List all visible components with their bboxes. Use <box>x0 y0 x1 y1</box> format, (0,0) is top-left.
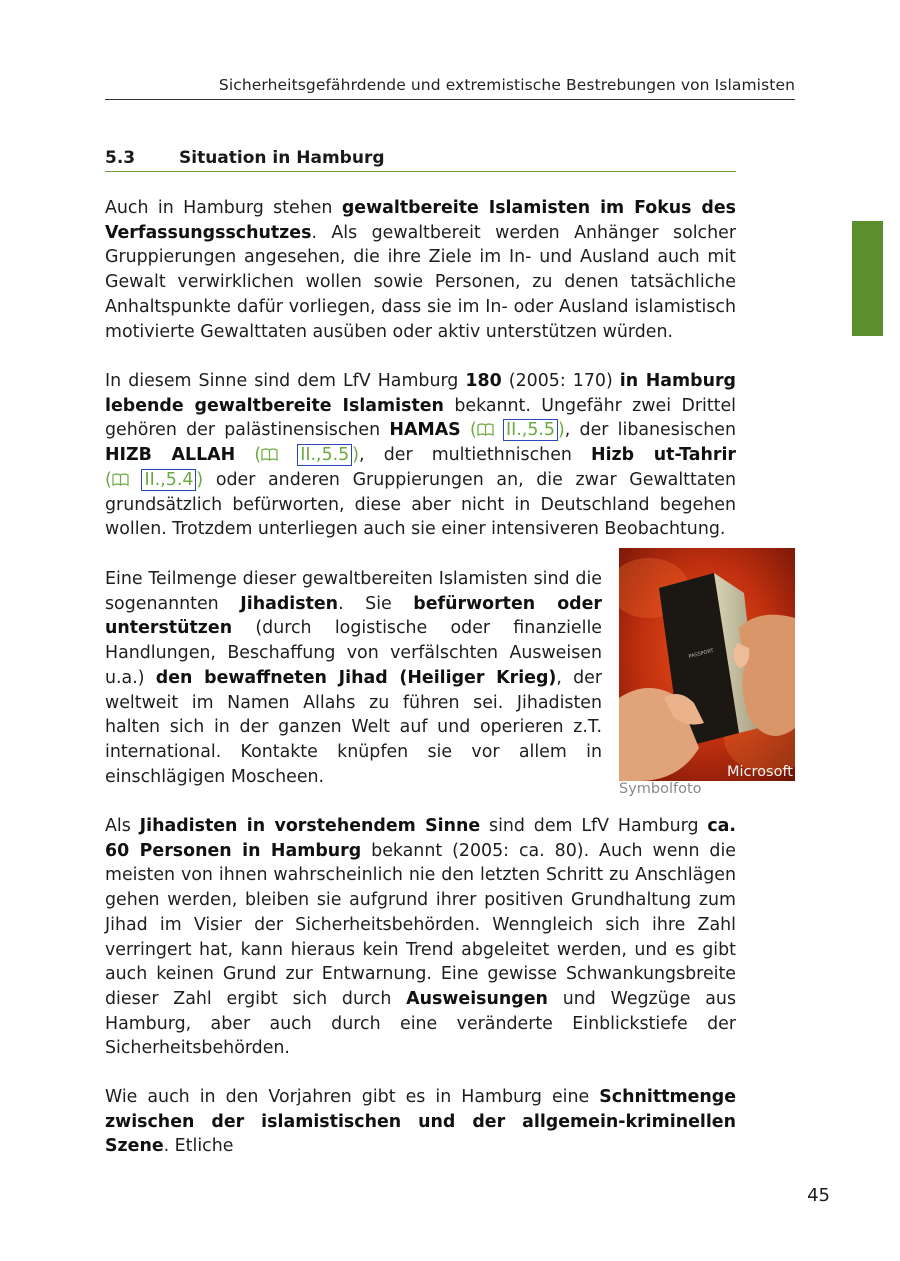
book-icon <box>477 423 494 436</box>
symbol-photo <box>619 548 795 781</box>
photo-caption: Symbolfoto <box>619 781 702 797</box>
book-icon <box>112 473 129 486</box>
chapter-side-tab <box>852 221 883 336</box>
section-title: Situation in Hamburg <box>179 148 385 168</box>
section-number: 5.3 <box>105 148 136 168</box>
photo-credit: Microsoft <box>727 764 793 780</box>
reference-link[interactable]: II.,5.4 <box>141 469 196 491</box>
paragraph-5: Wie auch in den Vorjahren gibt es in Hamburg eine Schnittmenge zwischen der islamistischen und der allgemein-kriminellen Szene. Etliche <box>105 1087 736 1157</box>
svg-text:PASSPORT: PASSPORT <box>688 647 715 660</box>
photo-illustration <box>619 548 795 781</box>
header-rule <box>105 99 795 100</box>
running-header: Sicherheitsgefährdende und extremistische Bestrebungen von Islamisten <box>218 76 795 94</box>
section-heading <box>105 148 736 168</box>
paragraph-3: Eine Teilmenge dieser gewaltbereiten Islamisten sind die sogenannten Jihadisten. Sie befürworten oder unterstützen (durch logistische oder finanzielle Handlungen, Beschaffung von verfälschten Ausweisen u.a.) den bewaffneten Jihad (Heiliger Krieg), der weltweit im Namen Allahs zu führen sei. Jihadisten halten sich in der ganzen Welt auf und operieren z.T. international. Kontakte knüpfen sie vor allem in einschlägigen Moscheen. <box>105 569 602 787</box>
paragraph-1: Auch in Hamburg stehen gewaltbereite Islamisten im Fokus des Verfassungsschutzes. Als gewaltbereit werden Anhänger solcher Gruppierungen angesehen, die ihre Ziele im In- und Ausland auch mit Gewalt verwirklichen wollen sowie Personen, zu denen tatsächliche Anhaltspunkte dafür vorliegen, dass sie im In- oder Ausland islamistisch motivierte Gewalttaten ausüben oder aktiv unterstützen würden. <box>105 198 736 342</box>
paragraph-2: In diesem Sinne sind dem LfV Hamburg 180 (2005: 170) in Hamburg lebende gewaltbereite Islamisten bekannt. Ungefähr zwei Drittel gehören der palästinensischen HAMAS ( II.,5.5 ), der libanesischen HIZB ALLAH ( II.,5.5 ), der multiethnischen Hizb ut-Tahrir ( II.,5.4 ) oder anderen Gruppierungen an, die zwar Gewalttaten grundsätzlich befürworten, diese aber nicht in Deutschland begehen wollen. Trotzdem unterliegen auch sie einer intensiveren Beobachtung. <box>105 371 737 540</box>
reference-link[interactable]: II.,5.5 <box>297 444 352 466</box>
cross-reference: ( II.,5.4 ) <box>105 469 204 490</box>
reference-link[interactable]: II.,5.5 <box>503 419 558 441</box>
paragraph-4: Als Jihadisten in vorstehendem Sinne sind dem LfV Hamburg ca. 60 Personen in Hamburg bekannt (2005: ca. 80). Auch wenn die meisten von ihnen wahrscheinlich nie den letzten Schritt zu Anschlägen gehen werden, bleiben sie aufgrund ihrer positiven Grundhaltung zum Jihad im Visier der Sicherheitsbehörden. Wenngleich sich ihre Zahl verringert hat, kann hieraus kein Trend abgeleitet werden, und es gibt auch keinen Grund zur Entwarnung. Eine gewisse Schwankungsbreite dieser Zahl ergibt sich durch Ausweisungen und Wegzüge aus Hamburg, aber auch durch eine veränderte Einblickstiefe der Sicherheitsbehörden. <box>105 816 737 1059</box>
cross-reference: ( II.,5.5 ) <box>254 445 360 466</box>
section-rule <box>105 171 736 172</box>
book-icon <box>261 448 278 461</box>
page-number: 45 <box>807 1185 830 1206</box>
cross-reference: ( II.,5.5 ) <box>469 420 565 441</box>
